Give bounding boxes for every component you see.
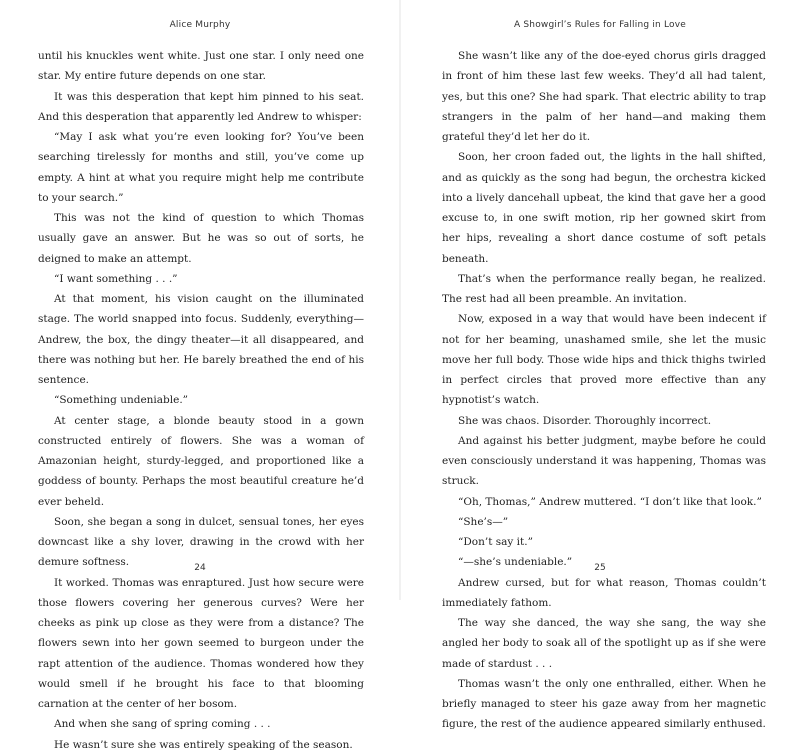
left-page	[0, 0, 400, 751]
right-page-body	[442, 46, 766, 735]
paragraph: Now, exposed in a way that would have been indecent if not for her beaming, unashamed smile, she let the music move her full body. Those wide hips and thick thighs twirled in perfect circles that proved more effective than any hypnotist’s watch.	[442, 313, 766, 407]
page-number-left: 24	[194, 563, 206, 573]
left-page-body	[38, 46, 364, 755]
paragraph: And when she sang of spring coming . . .	[54, 718, 271, 731]
paragraph: “—she’s undeniable.”	[458, 556, 573, 569]
paragraph: It was this desperation that kept him pinned to his seat. And this desperation that apparently led Andrew to whisper:	[38, 90, 364, 123]
paragraph: At that moment, his vision caught on the illuminated stage. The world snapped into focus. Suddenly, everything—Andrew, the box, the dingy theater—it all disappeared, and there was nothing but her. He barely breathed the end of his sentence.	[38, 293, 364, 386]
paragraph: Andrew cursed, but for what reason, Thomas couldn’t immediately fathom.	[442, 576, 766, 609]
paragraph: He wasn’t sure she was entirely speaking of the season.	[54, 738, 353, 751]
paragraph: “She’s—”	[458, 515, 509, 528]
paragraph: And against his better judgment, maybe before he could even consciously understand it was happening, Thomas was struck.	[442, 434, 766, 488]
paragraph: “Don’t say it.”	[458, 536, 533, 548]
paragraph: “May I ask what you’re even looking for? You’ve been searching tirelessly for months and still, you’ve come up empty. A hint at what you require might help me contribute to your search.”	[38, 131, 364, 204]
paragraph: Thomas wasn’t the only one enthralled, either. When he briefly managed to steer his gaze away from her magnetic figure, the rest of the audience appeared similarly enthused.	[442, 677, 766, 731]
paragraph: “Oh, Thomas,” Andrew muttered. “I don’t like that look.”	[458, 495, 762, 508]
paragraph: until his knuckles went white. Just one star. I only need one star. My entire future depends on one star.	[38, 50, 364, 83]
paragraph: That’s when the performance really began, he realized. The rest had all been preamble. An invitation.	[442, 272, 766, 305]
paragraph: Soon, she began a song in dulcet, sensual tones, her eyes downcast like a shy lover, drawing in the crowd with her demure softness.	[38, 515, 364, 569]
paragraph: It worked. Thomas was enraptured. Just how secure were those flowers covering her generous curves? Were her cheeks as pink up close as they were from a distance? The flowers sewn into her gown seemed to burgeon under the rapt attention of the audience. Thomas wondered how they would smell if he brought his face to that blooming carnation at the center of her bosom.	[38, 576, 364, 710]
page-number-right: 25	[594, 563, 606, 573]
running-head-author: Alice Murphy	[169, 20, 231, 30]
paragraph: This was not the kind of question to which Thomas usually gave an answer. But he was so out of sorts, he deigned to make an attempt.	[38, 212, 364, 265]
paragraph: “Something undeniable.”	[54, 394, 189, 407]
paragraph: She was chaos. Disorder. Thoroughly incorrect.	[458, 414, 712, 427]
right-page	[400, 0, 800, 731]
paragraph: “I want something . . .”	[54, 272, 178, 285]
paragraph: At center stage, a blonde beauty stood in a gown constructed entirely of flowers. She was a woman of Amazonian height, sturdy-legged, and proportioned like a goddess of bounty. Perhaps the most beautiful creature he’d ever beheld.	[38, 414, 364, 508]
running-head-title: A Showgirl’s Rules for Falling in Love	[513, 20, 687, 30]
paragraph: Soon, her croon faded out, the lights in the hall shifted, and as quickly as the song had begun, the orchestra kicked into a lively dancehall upbeat, the kind that gave her a good excuse to, in one swift motion, rip her gowned skirt from her hips, revealing a short dance costume of soft petals beneath.	[442, 151, 766, 265]
paragraph: She wasn’t like any of the doe-eyed chorus girls dragged in front of him these last few weeks. They’d all had talent, yes, but this one? She had spark. That electric ability to trap strangers in the palm of her hand—and making them grateful they’d let her do it.	[442, 50, 766, 143]
paragraph: The way she danced, the way she sang, the way she angled her body to soak all of the spotlight up as if she were made of stardust . . .	[442, 617, 766, 670]
